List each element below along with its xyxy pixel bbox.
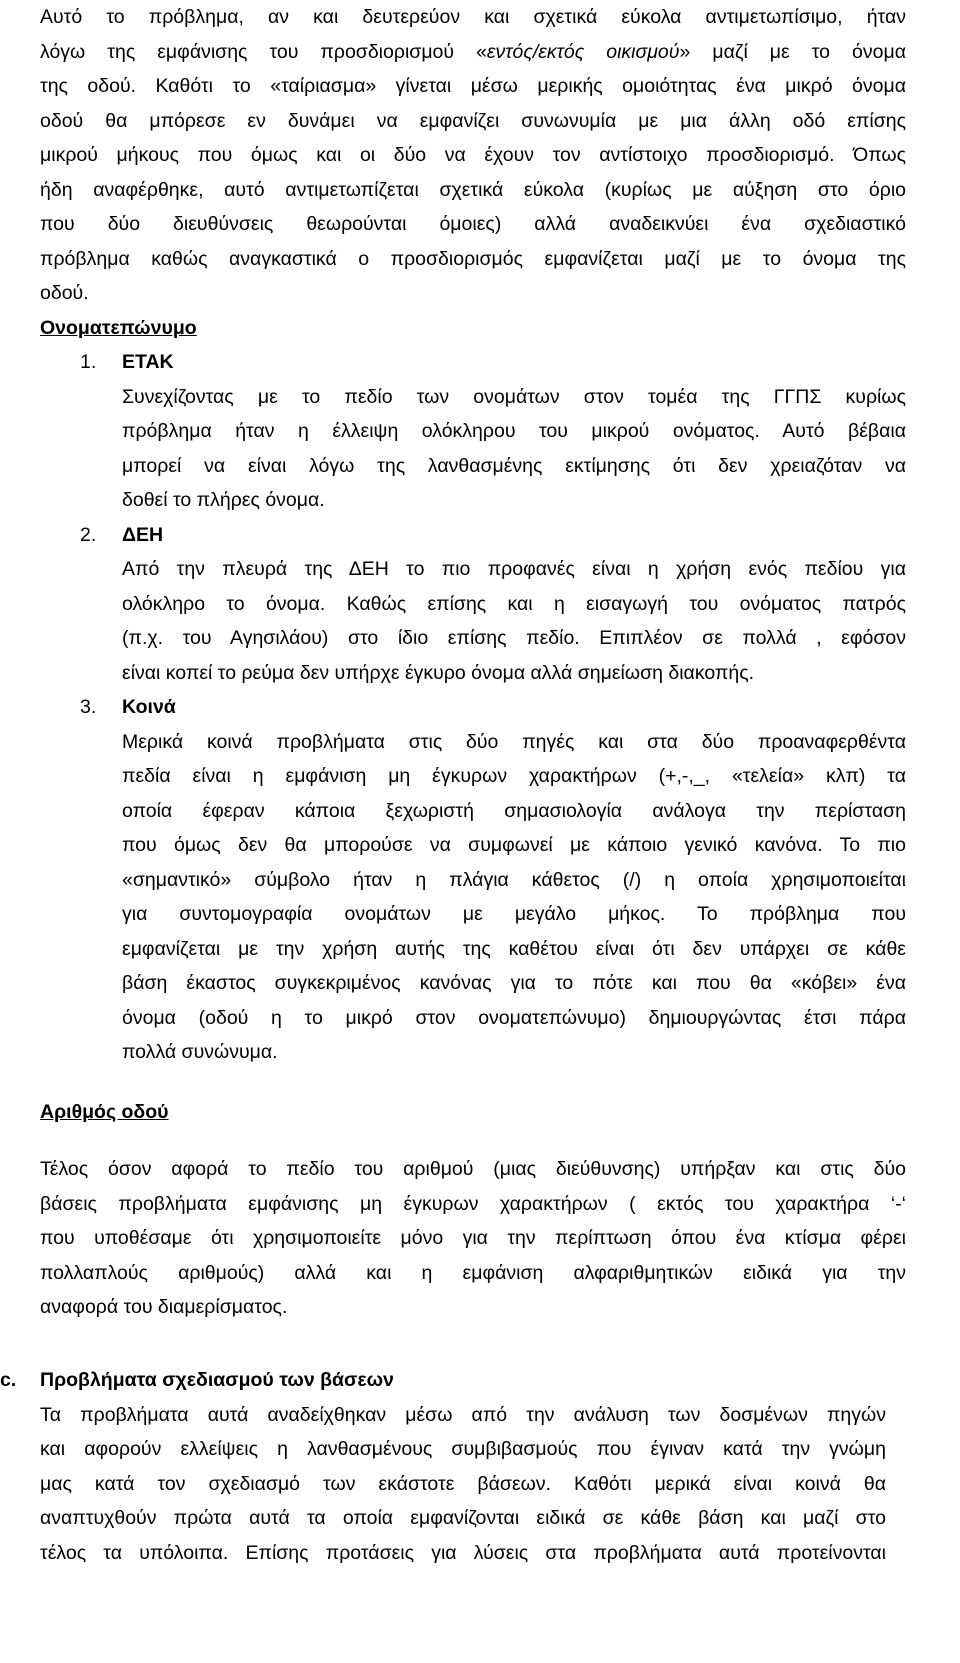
list-item-2-line-2: ολόκληρο το όνομα. Καθώς επίσης και η εισαγωγή του ονόματος πατρός bbox=[122, 593, 906, 615]
intro-line-1: Αυτό το πρόβλημα, αν και δευτερεύον και σχετικά εύκολα αντιμετωπίσιμο, ήταν bbox=[40, 6, 906, 28]
c-line-2: και αφορούν ελλείψεις η λανθασμένους συμβιβασμούς που έγιναν κατά την γνώμη bbox=[40, 1438, 886, 1460]
list-number-1: 1. bbox=[80, 351, 97, 373]
intro-line-5: μικρού μήκους που όμως και οι δύο να έχουν τον αντίστοιχο προσδιορισμό. Όπως bbox=[40, 144, 906, 166]
list-item-1-line-2: πρόβλημα ήταν η έλλειψη ολόκληρου του μικρού ονόματος. Αυτό βέβαια bbox=[122, 420, 906, 442]
number-line-5: αναφορά του διαμερίσματος. bbox=[40, 1296, 288, 1318]
section-letter-c: c. bbox=[0, 1369, 17, 1391]
list-item-3-line-7: εμφανίζεται με την χρήση αυτής της καθέτου είναι ότι δεν υπάρχει σε κάθε bbox=[122, 938, 906, 960]
list-item-1-line-1: Συνεχίζοντας με το πεδίο των ονομάτων στον τομέα της ΓΓΠΣ κυρίως bbox=[122, 386, 906, 408]
list-item-3-line-8: βάση έκαστος συγκεκριμένος κανόνας για το πότε και που θα «κόβει» ένα bbox=[122, 972, 906, 994]
c-line-4: αναπτυχθούν πρώτα αυτά τα οποία εμφανίζονται ειδικά σε κάθε βάση και μαζί στο bbox=[40, 1507, 886, 1529]
number-line-4: πολλαπλούς αριθμούς) αλλά και η εμφάνιση αλφαριθμητικών ειδικά για την bbox=[40, 1262, 906, 1284]
list-item-3-line-2: πεδία είναι η εμφάνιση μη έγκυρων χαρακτήρων (+,-,_, «τελεία» κλπ) τα bbox=[122, 765, 906, 787]
intro-line-3: της οδού. Καθότι το «ταίριασμα» γίνεται μέσω μερικής ομοιότητας ένα μικρό όνομα bbox=[40, 75, 906, 97]
number-line-3: που υποθέσαμε ότι χρησιμοποιείτε μόνο για την περίπτωση όπου ένα κτίσμα φέρει bbox=[40, 1227, 906, 1249]
list-item-2-line-3: (π.χ. του Αγησιλάου) στο ίδιο επίσης πεδίο. Επιπλέον σε πολλά , εφόσον bbox=[122, 627, 906, 649]
list-number-3: 3. bbox=[80, 696, 97, 718]
intro-line-2-a: λόγω της εμφάνισης του προσδιορισμού « bbox=[40, 41, 487, 63]
intro-line-7: που δύο διευθύνσεις θεωρούνται όμοιες) αλλά αναδεικνύει ένα σχεδιαστικό bbox=[40, 213, 906, 235]
list-title-3: Κοινά bbox=[122, 696, 176, 718]
number-line-2: βάσεις προβλήματα εμφάνισης μη έγκυρων χαρακτήρων ( εκτός του χαρακτήρα ‘-‘ bbox=[40, 1193, 906, 1215]
intro-line-2-b: » μαζί με το όνομα bbox=[679, 41, 906, 63]
c-line-1: Τα προβλήματα αυτά αναδείχθηκαν μέσω από την ανάλυση των δοσμένων πηγών bbox=[40, 1404, 886, 1426]
list-item-3-line-4: που όμως δεν θα μπορούσε να συμφωνεί με κάποιο γενικό κανόνα. Το πιο bbox=[122, 834, 906, 856]
list-item-3-line-9: όνομα (οδού η το μικρό στον ονοματεπώνυμο) δημιουργώντας έτσι πάρα bbox=[122, 1007, 906, 1029]
section-heading-name: Ονοματεπώνυμο bbox=[40, 317, 197, 339]
list-item-3-line-5: «σημαντικό» σύμβολο ήταν η πλάγια κάθετος (/) η οποία χρησιμοποιείται bbox=[122, 869, 906, 891]
list-item-2-line-4: είναι κοπεί το ρεύμα δεν υπήρχε έγκυρο όνομα αλλά σημείωση διακοπής. bbox=[122, 662, 755, 684]
intro-line-6: ήδη αναφέρθηκε, αυτό αντιμετωπίζεται σχετικά εύκολα (κυρίως με αύξηση στο όριο bbox=[40, 179, 906, 201]
number-line-1: Τέλος όσον αφορά το πεδίο του αριθμού (μιας διεύθυνσης) υπήρξαν και στις δύο bbox=[40, 1158, 906, 1180]
intro-line-9: οδού. bbox=[40, 282, 89, 304]
list-item-1-line-4: δοθεί το πλήρες όνομα. bbox=[122, 489, 325, 511]
c-line-5: τέλος τα υπόλοιπα. Επίσης προτάσεις για λύσεις στα προβλήματα αυτά προτείνονται bbox=[40, 1542, 886, 1564]
intro-line-2-emphasis: εντός/εκτός οικισμού bbox=[486, 41, 680, 63]
list-item-3-line-3: οποία έφεραν κάποια ξεχωριστή σημασιολογία ανάλογα την περίσταση bbox=[122, 800, 906, 822]
c-line-3: μας κατά τον σχεδιασμό των εκάστοτε βάσεων. Καθότι μερικά είναι κοινά θα bbox=[40, 1473, 886, 1495]
list-item-3-line-1: Μερικά κοινά προβλήματα στις δύο πηγές και στα δύο προαναφερθέντα bbox=[122, 731, 906, 753]
list-item-3-line-6: για συντομογραφία ονομάτων με μεγάλο μήκος. Το πρόβλημα που bbox=[122, 903, 906, 925]
intro-line-2 bbox=[40, 37, 906, 67]
intro-line-4: οδού θα μπόρεσε εν δυνάμει να εμφανίζει συνωνυμία με μια άλλη οδό επίσης bbox=[40, 110, 906, 132]
list-item-3-line-10: πολλά συνώνυμα. bbox=[122, 1041, 278, 1063]
intro-line-8: πρόβλημα καθώς αναγκαστικά ο προσδιορισμός εμφανίζεται μαζί με το όνομα της bbox=[40, 248, 906, 270]
list-item-1-line-3: μπορεί να είναι λόγω της λανθασμένης εκτίμησης ότι δεν χρειαζόταν να bbox=[122, 455, 906, 477]
list-title-1: ΕΤΑΚ bbox=[122, 351, 174, 373]
list-item-2-line-1: Από την πλευρά της ΔΕΗ το πιο προφανές είναι η χρήση ενός πεδίου για bbox=[122, 558, 906, 580]
section-heading-number: Αριθμός οδού bbox=[40, 1101, 169, 1123]
section-heading-c: Προβλήματα σχεδιασμού των βάσεων bbox=[40, 1369, 394, 1391]
list-number-2: 2. bbox=[80, 524, 97, 546]
list-title-2: ΔΕΗ bbox=[122, 524, 164, 546]
